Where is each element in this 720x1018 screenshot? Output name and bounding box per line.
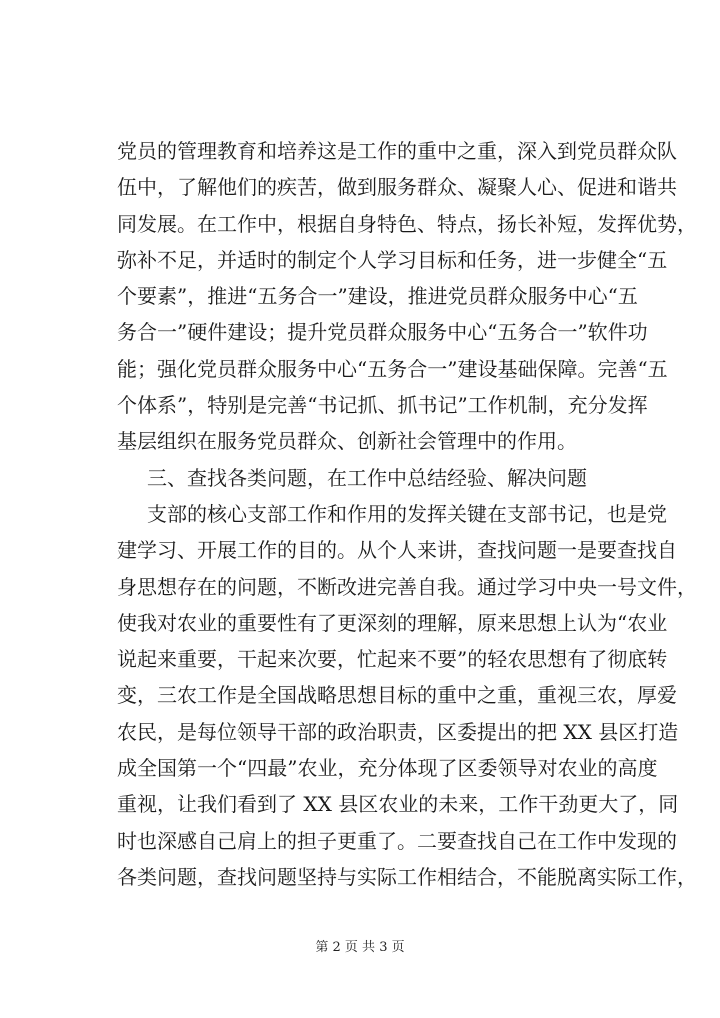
document-body — [117, 133, 697, 895]
paragraph-line: 建学习、开展工作的目的。从个人来讲，查找问题一是要查找自 — [117, 538, 677, 563]
section-heading: 三、查找各类问题，在工作中总结经验、解决问题 — [147, 465, 587, 490]
paragraph-line: 身思想存在的问题，不断改进完善自我。通过学习中央一号文件， — [117, 574, 697, 599]
paragraph-line: 个要素”，推进“五务合一”建设，推进党员群众服务中心“五 — [117, 284, 638, 309]
paragraph-line: 使我对农业的重要性有了更深刻的理解，原来思想上认为“农业 — [117, 610, 668, 635]
paragraph-line: 个体系”，特别是完善“书记抓、抓书记”工作机制，充分发挥 — [117, 393, 648, 418]
paragraph-line: 变，三农工作是全国战略思想目标的重中之重，重视三农，厚爱 — [117, 683, 677, 708]
paragraph-line: 党员的管理教育和培养这是工作的重中之重，深入到党员群众队 — [117, 139, 677, 163]
paragraph-line: 基层组织在服务党员群众、创新社会管理中的作用。 — [117, 429, 577, 454]
paragraph-line: 说起来重要，干起来次要，忙起来不要”的轻农思想有了彻底转 — [117, 647, 668, 672]
paragraph-line: 各类问题，查找问题坚持与实际工作相结合，不能脱离实际工作， — [117, 864, 697, 889]
paragraph-line: 务合一”硬件建设；提升党员群众服务中心“五务合一”软件功 — [117, 320, 648, 345]
paragraph-line: 弥补不足，并适时的制定个人学习目标和任务，进一步健全“五 — [117, 247, 668, 272]
paragraph-line: 重视，让我们看到了 XX 县区农业的未来，工作干劲更大了，同 — [117, 792, 679, 817]
page-number-footer: 第 2 页 共 3 页 — [315, 940, 405, 955]
paragraph-line: 同发展。在工作中，根据自身特色、特点，扬长补短，发挥优势， — [117, 211, 697, 236]
paragraph-line: 成全国第一个“四最”农业，充分体现了区委领导对农业的高度 — [117, 756, 658, 781]
paragraph-line: 支部的核心支部工作和作用的发挥关键在支部书记，也是党 — [147, 501, 667, 526]
paragraph-line: 能；强化党员群众服务中心“五务合一”建设基础保障。完善“五 — [117, 356, 668, 381]
paragraph-line: 时也深感自己肩上的担子更重了。二要查找自己在工作中发现的 — [117, 828, 677, 853]
paragraph-line: 伍中，了解他们的疾苦，做到服务群众、凝聚人心、促进和谐共 — [117, 175, 677, 200]
paragraph-line: 农民，是每位领导干部的政治职责，区委提出的把 XX 县区打造 — [117, 719, 679, 744]
